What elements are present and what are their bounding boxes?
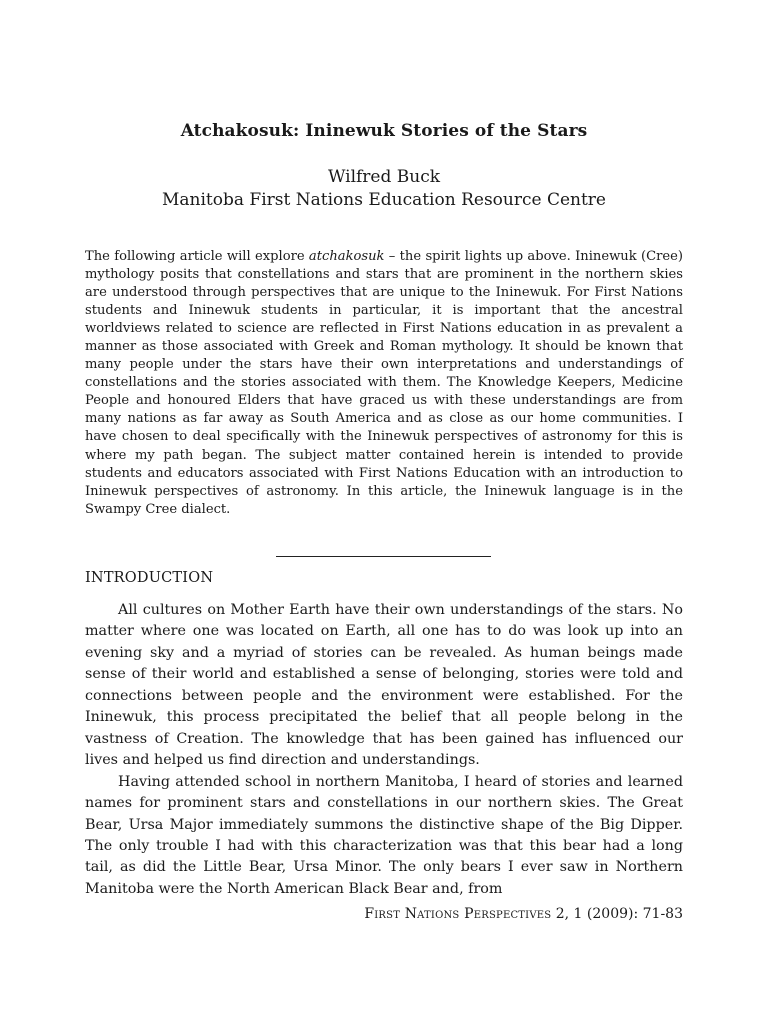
abstract-term: atchakosuk <box>308 249 385 264</box>
body-paragraph: All cultures on Mother Earth have their own understandings of the stars. No matter where one was located on Earth, all one has to do was look up into an evening sky and a myriad of stories can be revealed. As human beings made sense of their world and established a sense of belonging, stories were told and connections between people and the environment were established. For the Ininewuk, this process precipitated the belief that all people belong in the vastness of Creation. The knowledge that has been gained has influenced our lives and helped us find direction and understandings. <box>85 602 683 769</box>
section-heading: INTRODUCTION <box>85 570 214 586</box>
section-body <box>85 600 683 900</box>
author-name: Wilfred Buck <box>327 167 441 187</box>
citation-details: 2, 1 (2009): 71-83 <box>551 906 683 922</box>
abstract-lead: The following article will explore <box>85 249 309 264</box>
page-footer-citation <box>364 906 683 922</box>
abstract <box>85 248 683 519</box>
article-title: Atchakosuk: Ininewuk Stories of the Stars <box>180 121 588 141</box>
abstract-body: – the spirit lights up above. Ininewuk (Cree) mythology posits that constellations and stars that are prominent in the northern skies are understood through perspectives that are unique to the Ininewuk. For First Nations students and Ininewuk students in particular, it is important that the ancestral worldviews related to science are reflected in First Nations education in as prevalent a manner as those associated with Greek and Roman mythology. It should be known that many people under the stars have their own interpretations and understandings of constellations and the stories associated with them. The Knowledge Keepers, Medicine People and honoured Elders that have graced us with these understandings are from many nations as far away as South America and as close as our home communities. I have chosen to deal specifically with the Ininewuk perspectives of astronomy for this is where my path began. The subject matter contained herein is intended to provide students and educators associated with First Nations Education with an introduction to Ininewuk perspectives of astronomy. In this article, the Ininewuk language is in the Swampy Cree dialect. <box>85 249 683 517</box>
journal-page <box>85 0 683 1024</box>
body-paragraph: Having attended school in northern Manitoba, I heard of stories and learned names for prominent stars and constellations in our northern skies. The Great Bear, Ursa Major immediately summons the distinctive shape of the Big Dipper. The only trouble I had with this characterization was that this bear had a long tail, as did the Little Bear, Ursa Minor. The only bears I ever saw in Northern Manitoba were the North American Black Bear and, from <box>85 773 683 897</box>
journal-name: First Nations Perspectives <box>364 906 552 922</box>
section-divider <box>276 556 491 557</box>
author-affiliation: Manitoba First Nations Education Resource Centre <box>162 190 606 210</box>
